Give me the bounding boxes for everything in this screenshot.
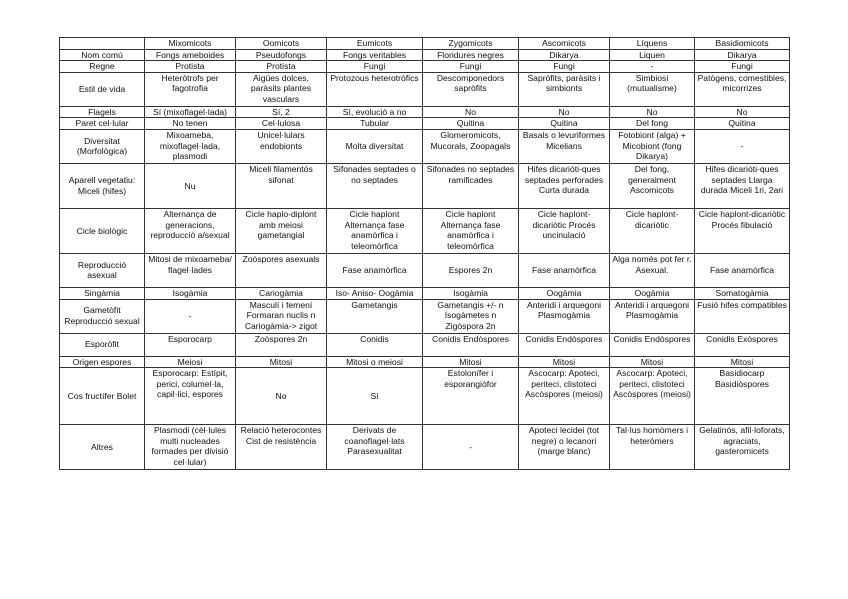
table-row: [60, 106, 790, 118]
table-cell: Dikarya: [519, 49, 610, 61]
table-cell: Fusió hifes compatibles: [695, 299, 790, 333]
table-cell: Espores 2n: [423, 253, 519, 287]
table-cell: Protozous heterotròfics: [327, 72, 423, 106]
table-cell: Cicle haplont Alternança fase anamòrfica i teleomòrfica: [423, 208, 519, 253]
header-basidiomicots: Basidiomicots: [695, 38, 790, 50]
table-cell: Conidis Endòspores: [423, 333, 519, 356]
table-cell: Dikarya: [695, 49, 790, 61]
table-cell: Fase anamòrfica: [695, 253, 790, 287]
table-cell: Masculí i femení Formaran nuclis n Cariogàmia-> zigot: [236, 299, 327, 333]
table-cell: Isogàmia: [145, 287, 236, 299]
table-cell: Mitosi o meiosi: [327, 356, 423, 368]
table-row: [60, 61, 790, 73]
table-cell: Fungi: [695, 61, 790, 73]
table-cell: Mitosi: [695, 356, 790, 368]
table-cell: Anteridi i arquegoni Plasmogàmia: [610, 299, 695, 333]
table-cell: Protista: [236, 61, 327, 73]
table-cell: Sifonades no septades ramificades: [423, 163, 519, 208]
row-label: Singàmia: [60, 287, 145, 299]
table-cell: Protista: [145, 61, 236, 73]
table-cell: Mitosi: [236, 356, 327, 368]
table-cell: Ascocarp: Apoteci, periteci, clistoteci Ascòspores (meiosi): [519, 368, 610, 425]
table-cell: Cicle haplont-dicariòtic Procés uncinulació: [519, 208, 610, 253]
row-label: Esporòfit: [60, 333, 145, 356]
table-cell: Mitosi: [423, 356, 519, 368]
table-cell: Plasmodi (cèl·lules multi nucleades formades per divisió cel·lular): [145, 425, 236, 470]
row-label: Regne: [60, 61, 145, 73]
table-cell: Fase anamòrfica: [519, 253, 610, 287]
table-cell: -: [610, 61, 695, 73]
table-cell: No: [423, 106, 519, 118]
table-row: [60, 368, 790, 425]
table-cell: Alternança de generacions, reproducció a/sexual: [145, 208, 236, 253]
table-cell: Quitina: [423, 118, 519, 130]
table-cell: Gametangis +/- n Isogàmetes n Zigòspora 2n: [423, 299, 519, 333]
table-cell: Fotobiont (alga) + Micobiont (fong Dikarya): [610, 129, 695, 163]
table-cell: Aigües dolces, paràsits plantes vasculars: [236, 72, 327, 106]
table-cell: -: [695, 129, 790, 163]
table-cell: Hifes dicarióti-ques septades perforades Curta durada: [519, 163, 610, 208]
table-cell: Del fong: [610, 118, 695, 130]
table-cell: Nu: [145, 163, 236, 208]
table-row: [60, 287, 790, 299]
table-cell: Conidis Endòspores: [519, 333, 610, 356]
table-cell: Oogàmia: [610, 287, 695, 299]
table-cell: Hifes dicarióti-ques septades Llarga durada Miceli 1ri, 2ari: [695, 163, 790, 208]
table-row: [60, 72, 790, 106]
table-cell: Esporocarp: Estípit, perici, columel·la, capil·lici, espores: [145, 368, 236, 425]
table-cell: Tubular: [327, 118, 423, 130]
table-cell: Floridures negres: [423, 49, 519, 61]
table-cell: Derivats de coanoflagel·lats Parasexualitat: [327, 425, 423, 470]
table-cell: Ascocarp: Apoteci, periteci, clistoteci Ascòspores (meiosi): [610, 368, 695, 425]
header-row: [60, 38, 790, 50]
row-label: Diversitat (Morfològica): [60, 129, 145, 163]
table-cell: Gametangis: [327, 299, 423, 333]
row-label: Cicle biològic: [60, 208, 145, 253]
table-cell: Sí (mixoflagel·lada): [145, 106, 236, 118]
table-cell: Iso- Aniso- Oogàmia: [327, 287, 423, 299]
header-liquens: Líquens: [610, 38, 695, 50]
table-cell: Glomeromicots, Mucorals, Zoopagals: [423, 129, 519, 163]
row-label: Reproducció asexual: [60, 253, 145, 287]
table-row: [60, 49, 790, 61]
row-label: Gametòfit Reproducció sexual: [60, 299, 145, 333]
table-cell: Esporocarp: [145, 333, 236, 356]
table-row: [60, 118, 790, 130]
header-ascomicots: Ascomicots: [519, 38, 610, 50]
table-cell: Unicel·lulars endobionts: [236, 129, 327, 163]
table-cell: Tal·lus homòmers i heteròmers: [610, 425, 695, 470]
table-cell: Conidis: [327, 333, 423, 356]
table-cell: Sí: [327, 368, 423, 425]
table-cell: Cicle haplont-dicariòtic: [610, 208, 695, 253]
table-cell: Cicle haplont Alternança fase anamòrfica i teleomòrfica: [327, 208, 423, 253]
table-row: [60, 356, 790, 368]
table-cell: Del fong, generalment Ascomicots: [610, 163, 695, 208]
table-row: [60, 299, 790, 333]
table-row: [60, 163, 790, 208]
table-row: [60, 253, 790, 287]
table-cell: Zoòspores 2n: [236, 333, 327, 356]
table-cell: Cicle haplo-diplont amb meiosi gametangial: [236, 208, 327, 253]
row-label: Cos fructífer Bolet: [60, 368, 145, 425]
table-cell: Meiosi: [145, 356, 236, 368]
table-cell: Molta diversitat: [327, 129, 423, 163]
table-cell: Mixoameba, mixoflagel·lada, plasmodi: [145, 129, 236, 163]
table-body: [60, 49, 790, 470]
table-cell: Fase anamòrfica: [327, 253, 423, 287]
table-cell: Oogàmia: [519, 287, 610, 299]
table-cell: Sí, 2: [236, 106, 327, 118]
table-cell: Simbiosi (mutualisme): [610, 72, 695, 106]
table-cell: Sifonades septades o no septades: [327, 163, 423, 208]
table-cell: Quitina: [695, 118, 790, 130]
table-cell: Alga només pot fer r. Asexual.: [610, 253, 695, 287]
table-cell: No tenen: [145, 118, 236, 130]
table-cell: Basidiocarp Basidiòspores: [695, 368, 790, 425]
row-label: Altres: [60, 425, 145, 470]
table-cell: Patògens, comestibles, micorrizes: [695, 72, 790, 106]
table-row: [60, 208, 790, 253]
table-cell: Somatogàmia: [695, 287, 790, 299]
header-mixomicots: Mixomicots: [145, 38, 236, 50]
table-row: [60, 425, 790, 470]
table-cell: Estolonífer i esporangiòfor: [423, 368, 519, 425]
table-cell: Cicle haplont-dicariòtic Procés fibulació: [695, 208, 790, 253]
row-label: Flagels: [60, 106, 145, 118]
table-cell: Descomponedors sapròfits: [423, 72, 519, 106]
table-cell: No: [519, 106, 610, 118]
table-cell: Fungi: [327, 61, 423, 73]
row-label: Origen espores: [60, 356, 145, 368]
table-cell: Relació heterocontes Cist de resistència: [236, 425, 327, 470]
header-oomicots: Oomicots: [236, 38, 327, 50]
table-cell: Fungi: [423, 61, 519, 73]
table-cell: No: [695, 106, 790, 118]
table-cell: Sapròfits, paràsits i simbionts: [519, 72, 610, 106]
table-cell: Fungi: [519, 61, 610, 73]
table-row: [60, 129, 790, 163]
table-cell: Gelatinós, afil·loforats, agraciats, gasteromicets: [695, 425, 790, 470]
table-cell: Apoteci lecidei (tot negre) o lecanori (marge blanc): [519, 425, 610, 470]
header-eumicots: Eumicots: [327, 38, 423, 50]
table-cell: Liquen: [610, 49, 695, 61]
table-cell: Miceli filamentós sifonat: [236, 163, 327, 208]
table-cell: Mitosi: [519, 356, 610, 368]
row-label: Estil de vida: [60, 72, 145, 106]
row-label: Paret cel·lular: [60, 118, 145, 130]
table-cell: Pseudofongs: [236, 49, 327, 61]
header-zygomicots: Zygomicots: [423, 38, 519, 50]
table-row: [60, 333, 790, 356]
table-cell: Cariogàmia: [236, 287, 327, 299]
table-cell: -: [423, 425, 519, 470]
table-cell: Anteridi i arquegoni Plasmogàmia: [519, 299, 610, 333]
table-cell: Isogàmia: [423, 287, 519, 299]
table-cell: Mitosi de mixoameba/ flagel·lades: [145, 253, 236, 287]
table-cell: Basals o levuriformes Micelians: [519, 129, 610, 163]
header-cell-empty: [60, 38, 145, 50]
table-cell: Quitina: [519, 118, 610, 130]
table-cell: Mitosi: [610, 356, 695, 368]
fungi-comparison-table: [59, 37, 790, 470]
table-cell: Conidis Exòspores: [695, 333, 790, 356]
table-cell: Heteròtrofs per fagotrofia: [145, 72, 236, 106]
table-cell: Conidis Endòspores: [610, 333, 695, 356]
table-cell: Fongs ameboides: [145, 49, 236, 61]
table-cell: -: [145, 299, 236, 333]
table-cell: Cel·lulosa: [236, 118, 327, 130]
table-cell: Zoòspores asexuals: [236, 253, 327, 287]
table-cell: No: [610, 106, 695, 118]
table-cell: Sí, evolució a no: [327, 106, 423, 118]
row-label: Nom comú: [60, 49, 145, 61]
row-label: Aparell vegetatiu: Miceli (hifes): [60, 163, 145, 208]
table-cell: No: [236, 368, 327, 425]
table-cell: Fongs veritables: [327, 49, 423, 61]
